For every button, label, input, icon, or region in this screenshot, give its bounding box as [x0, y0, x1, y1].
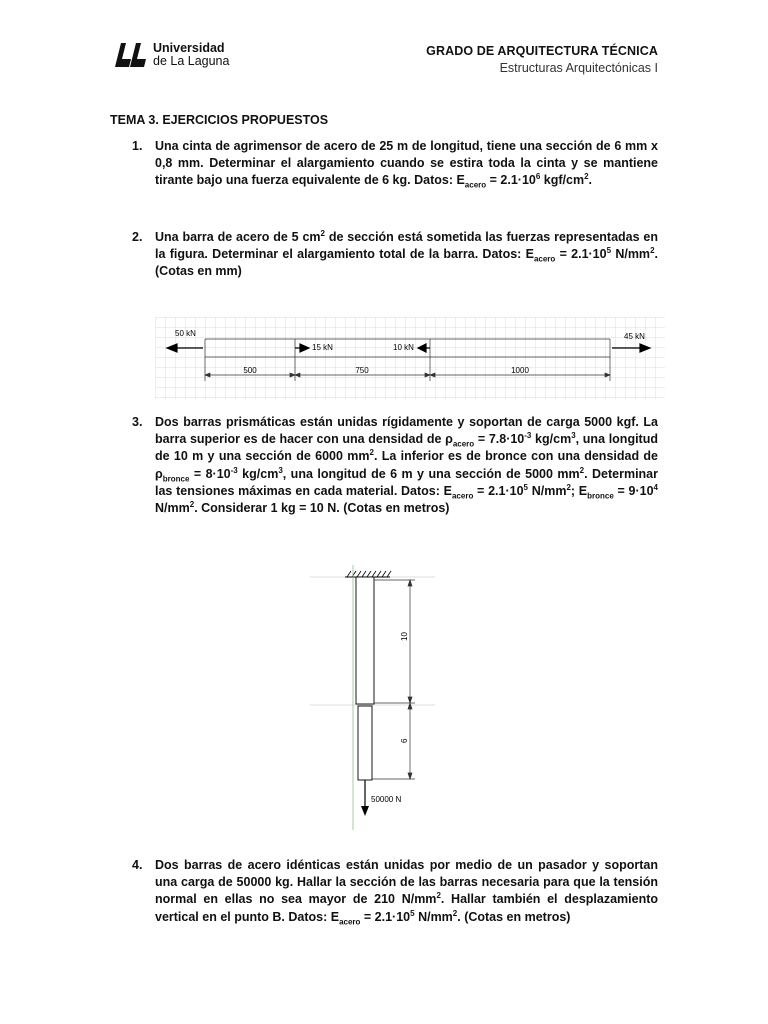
dimension-1000: 1000: [511, 366, 529, 375]
exercise-2: [110, 229, 658, 281]
exercise-number: 4.: [132, 858, 143, 872]
dimension-upper: 10: [400, 632, 409, 641]
exercise-text: Dos barras de acero idénticas están unidas por medio de un pasador y soportan una carga de 50000 kg. Hallar la sección de las barras necesaria para que la tensión normal en ellas no sea mayor de 210 $N/mm^2$. Hallar también el desplazamiento vertical en el punto B. Datos: $E_{acero} = 2.1\cdot 10^5$ $N/mm^2$. (Cotas en metros): [155, 858, 659, 927]
dimension-750: 750: [355, 366, 369, 375]
exercise-text: Una barra de acero de 5 $cm^2$ de sección está sometida las fuerzas representadas en la figura. Determinar el alargamiento total de la barra. Datos: $E_{acero} = 2.1\cdot 10^5$ $N/mm^2$. (Cotas en mm): [155, 228, 658, 279]
load-arrow: [361, 780, 369, 816]
load-label: 50000 N: [371, 795, 402, 804]
program-title: GRADO DE ARQUITECTURA TÉCNICA: [426, 44, 658, 58]
vertical-dimensions: [372, 580, 415, 779]
exercise-number: 3.: [132, 415, 143, 429]
grid-background: [155, 317, 665, 399]
force-label-15kn: 15 kN: [312, 343, 333, 352]
dimension-500: 500: [243, 366, 257, 375]
hanging-bars-figure: [310, 565, 440, 835]
exercise-number: 2.: [132, 230, 143, 244]
exercise-text: Dos barras prismáticas están unidas rígidamente y soportan de carga 5000 kgf. La barra superior es de hacer con una densidad de $\rho_{acero} = 7.8\cdot 10^{-3}$ $kg/cm^3$, una longitud de 10 m y una sección de 6000 $mm^2$. La inferior es de bronce con una densidad de $\rho_{bronce} = 8\cdot 10^{-3}$ $kg/cm^3$, una longitud de 6 m y una sección de 5000 $mm^2$. Determinar las tensiones máximas en cada material. Datos: $E_{acero} = 2.1\cdot 10^5$ $N/mm^2$; $E_{bronce} = 9\cdot 10^4$ $N/mm^2$. Considerar 1 kg = 10 N. (Cotas en metros): [155, 415, 658, 516]
logo-line-2: de La Laguna: [153, 54, 230, 68]
university-logo: [113, 40, 229, 70]
axial-bar-figure: [155, 317, 665, 399]
university-logo-icon: [113, 41, 147, 69]
document-header: [426, 43, 658, 77]
force-label-10kn: 10 kN: [393, 343, 414, 352]
logo-line-1: Universidad: [153, 41, 225, 55]
bronze-bar: [358, 706, 372, 780]
exercise-text: Una cinta de agrimensor de acero de 25 m de longitud, tiene una sección de 6 mm x 0,8 mm. Determinar el alargamiento cuando se estira toda la cinta y se mantiene tirante bajo una fuerza equivalente de 6 kg. Datos: $E_{acero} = 2.1\cdot 10^6$ kgf/$cm^2$.: [155, 139, 658, 190]
section-title: TEMA 3. EJERCICIOS PROPUESTOS: [110, 113, 329, 127]
course-title: Estructuras Arquitectónicas I: [499, 61, 658, 75]
exercise-1: [110, 138, 658, 190]
exercise-4: [110, 857, 658, 926]
fixed-support: [310, 571, 435, 577]
exercise-number: 1.: [132, 139, 143, 153]
force-label-45kn: 45 kN: [624, 332, 645, 341]
dimension-lower: 6: [400, 738, 409, 743]
exercise-3: [110, 414, 658, 517]
steel-bar: [356, 577, 374, 704]
force-label-50kn: 50 kN: [175, 329, 196, 338]
